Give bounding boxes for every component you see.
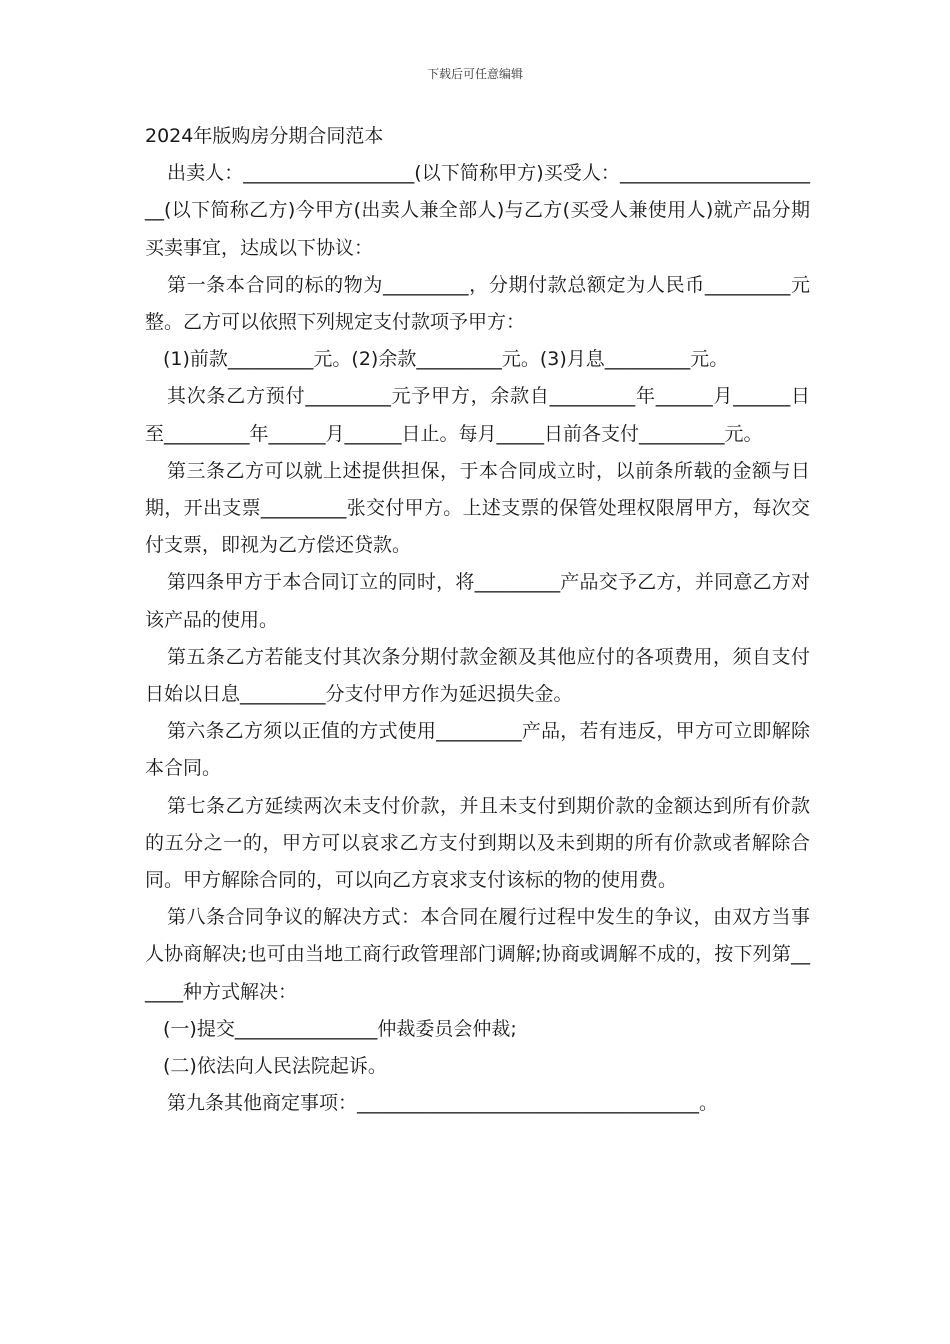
paragraph-article-4: 第四条甲方于本合同订立的同时，将_________产品交予乙方，并同意乙方对该产品的使用。 [145,571,810,631]
paragraph-article-6: 第六条乙方须以正值的方式使用_________产品，若有违反，甲方可立即解除本合同。 [145,720,810,780]
paragraph-article-1: 第一条本合同的标的物为_________，分期付款总额定为人民币_________元整。乙方可以依照下列规定支付款项予甲方： [145,273,810,334]
paragraph-option-2: (二)依法向人民法院起诉。 [163,1055,387,1078]
paragraph-article-2: 其次条乙方预付_________元予甲方，余款自_________年______月______日至_________年______月______日止。每月_____日前各支付_________元。 [145,385,810,445]
contract-body [145,118,810,1122]
paragraph-article-9: 第九条其他商定事项：____________________________________。 [167,1092,719,1115]
paragraph-parties: 出卖人：__________________(以下简称甲方)买受人：______________________(以下简称乙方)今甲方(出卖人兼全部人)与乙方(买受人兼使用人)就产品分期买卖事宜，达成以下协议： [145,162,810,259]
paragraph-article-8: 第八条合同争议的解决方式：本合同在履行过程中发生的争议，由双方当事人协商解决;也可由当地工商行政管理部门调解;协商或调解不成的，按下列第______种方式解决： [145,906,810,1003]
paragraph-article-5: 第五条乙方若能支付其次条分期付款金额及其他应付的各项费用，须自支付日始以日息_________分支付甲方作为延迟损失金。 [145,645,810,706]
paragraph-article-7: 第七条乙方延续两次未支付价款，并且未支付到期价款的金额达到所有价款的五分之一的，甲方可以哀求乙方支付到期以及未到期的所有价款或者解除合同。甲方解除合同的，可以向乙方哀求支付该标的物的使用费。 [145,794,810,892]
page-header: 下载后可任意编辑 [426,67,523,81]
paragraph-article-3: 第三条乙方可以就上述提供担保，于本合同成立时，以前条所载的金额与日期，开出支票_________张交付甲方。上述支票的保管处理权限屑甲方，每次交付支票，即视为乙方偿还贷款。 [145,459,810,557]
document-title: 2024年版购房分期合同范本 [145,125,384,147]
paragraph-option-1: (一)提交_______________仲裁委员会仲裁; [163,1017,517,1040]
paragraph-payment-items: (1)前款_________元。(2)余款_________元。(3)月息_________元。 [163,348,729,371]
